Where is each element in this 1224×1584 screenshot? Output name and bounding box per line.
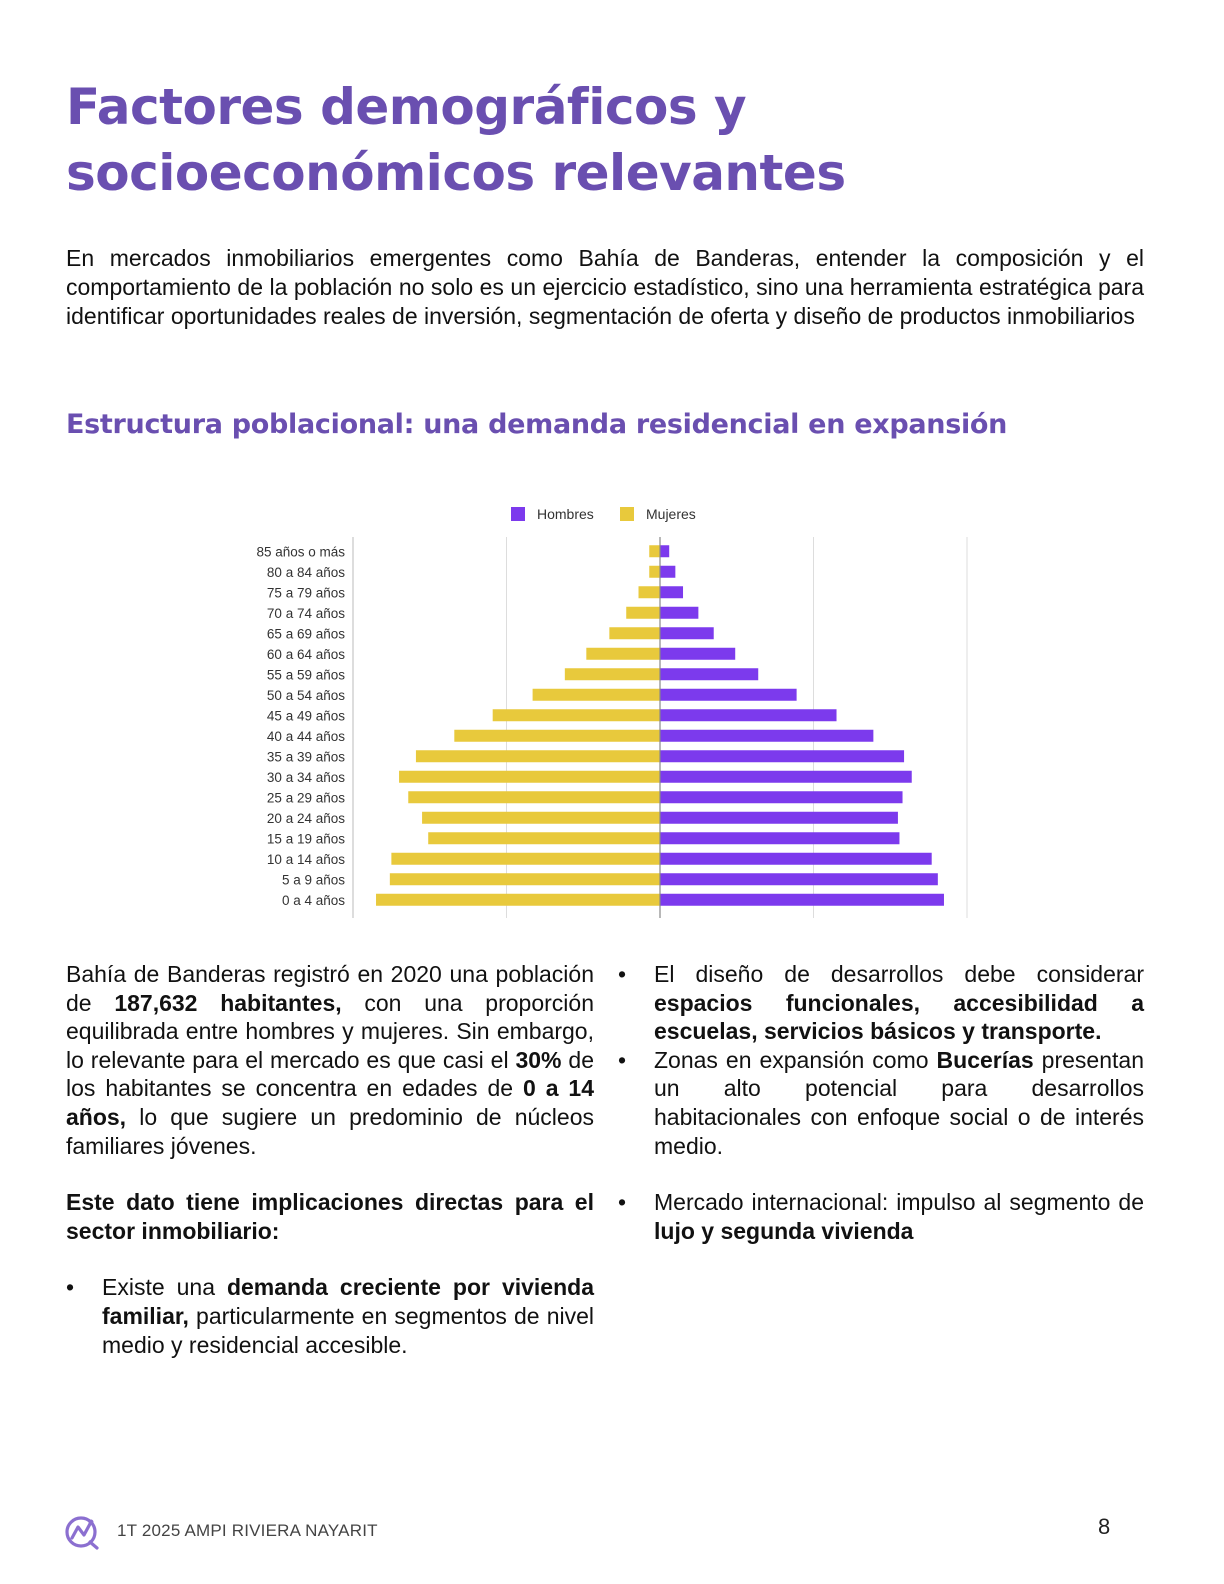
y-tick-label: 75 a 79 años (266, 585, 345, 601)
bar-mujeres (565, 668, 660, 680)
bullet-item (618, 960, 1144, 1046)
bar-mujeres (399, 771, 660, 783)
bullet-item (618, 1046, 1144, 1160)
bar-hombres (660, 730, 873, 742)
title-line-1: Factores demográficos y (66, 78, 747, 136)
text-run: El diseño de desarrollos debe considerar (654, 961, 1144, 987)
bold-text: 30% (515, 1046, 562, 1073)
bar-mujeres (533, 689, 660, 701)
legend-label: Hombres (537, 506, 594, 522)
bold-text: 187,632 habitantes, (114, 989, 342, 1016)
population-pyramid-chart (200, 495, 1000, 925)
y-tick-label: 15 a 19 años (266, 831, 345, 847)
bar-hombres (660, 689, 797, 701)
y-tick-label: 85 años o más (256, 544, 345, 560)
bar-mujeres (376, 894, 660, 906)
bar-mujeres (408, 791, 660, 803)
legend-swatch (620, 507, 634, 521)
bar-mujeres (649, 566, 660, 578)
legend-label: Mujeres (646, 506, 696, 522)
bold-text: espacios funcionales, accesibilidad a escuelas, servicios básicos y transporte. (654, 989, 1144, 1045)
bar-mujeres (493, 709, 660, 721)
left-heading: Este dato tiene implicaciones directas para el sector inmobiliario: (66, 1189, 594, 1244)
y-tick-label: 50 a 54 años (266, 687, 345, 703)
y-tick-label: 60 a 64 años (266, 646, 345, 662)
legend-swatch (511, 507, 525, 521)
bar-mujeres (454, 730, 660, 742)
y-tick-label: 65 a 69 años (266, 626, 345, 642)
section-subtitle: Estructura poblacional: una demanda residencial en expansión (66, 409, 1008, 440)
bar-mujeres (649, 545, 660, 557)
y-tick-label: 35 a 39 años (266, 749, 345, 765)
bar-mujeres (390, 873, 660, 885)
bar-hombres (660, 771, 912, 783)
right-bullet-list (618, 960, 1144, 1245)
footer-text: 1T 2025 AMPI RIVIERA NAYARIT (117, 1521, 378, 1540)
bar-hombres (660, 566, 675, 578)
bar-mujeres (609, 627, 660, 639)
bar-mujeres (428, 832, 660, 844)
bar-hombres (660, 668, 758, 680)
bar-hombres (660, 627, 714, 639)
text-run: de los habitantes se concentra en edades de (66, 1046, 594, 1102)
text-run: Mercado internacional: impulso al segmento de (654, 1189, 1144, 1216)
left-paragraph (66, 960, 594, 1160)
text-run: lo que sugiere un predominio de núcleos familiares jóvenes. (66, 1103, 594, 1159)
y-tick-label: 10 a 14 años (266, 851, 345, 867)
bar-mujeres (416, 750, 660, 762)
bar-hombres (660, 812, 898, 824)
bar-hombres (660, 648, 735, 660)
bold-text: demanda creciente por vivienda familiar, (102, 1274, 594, 1329)
bar-hombres (660, 750, 904, 762)
y-tick-label: 70 a 74 años (266, 605, 345, 621)
bar-mujeres (422, 812, 660, 824)
bold-text: Bucerías (936, 1046, 1034, 1073)
right-column (618, 960, 1144, 1245)
bar-hombres (660, 894, 944, 906)
bold-text: lujo y segunda vivienda (654, 1217, 914, 1244)
text-run: con una proporción equilibrada entre hombres y mujeres. Sin embargo, lo relevante para el mercado es que casi el (66, 989, 594, 1073)
bar-mujeres (639, 586, 660, 598)
bullet-item (66, 1273, 594, 1359)
bar-hombres (660, 791, 903, 803)
bar-hombres (660, 709, 837, 721)
text-run: Bahía de Banderas registró en 2020 una población de (66, 961, 594, 1016)
y-tick-label: 40 a 44 años (266, 728, 345, 744)
page-number: 8 (1098, 1514, 1111, 1539)
bar-hombres (660, 873, 938, 885)
intro-paragraph: En mercados inmobiliarios emergentes como Bahía de Banderas, entender la composición y el comportamiento de la población no solo es un ejercicio estadístico, sino una herramienta estratégica para identificar oportunidades reales de inversión, segmentación de oferta y diseño de productos inmobiliarios (66, 245, 1144, 329)
y-tick-label: 20 a 24 años (266, 810, 345, 826)
y-tick-label: 0 a 4 años (281, 892, 345, 908)
text-run: presentan un alto potencial para desarrollos habitacionales con enfoque social o de interés medio. (654, 1046, 1144, 1159)
bar-mujeres (586, 648, 660, 660)
text-run: Zonas en expansión como (654, 1046, 937, 1073)
y-tick-label: 55 a 59 años (266, 667, 345, 683)
page-title (66, 74, 1156, 206)
bar-mujeres (391, 853, 660, 865)
y-tick-label: 25 a 29 años (266, 790, 345, 806)
left-column (66, 960, 594, 1359)
y-tick-label: 45 a 49 años (266, 708, 345, 724)
bold-text: 0 a 14 años, (66, 1075, 594, 1130)
text-run: particularmente en segmentos de nivel medio y residencial accesible. (102, 1302, 594, 1358)
bar-hombres (660, 545, 669, 557)
bar-hombres (660, 607, 698, 619)
bullet-item (618, 1188, 1144, 1245)
ampi-logo-icon (64, 1513, 102, 1551)
text-run: Existe una (102, 1274, 227, 1301)
y-tick-label: 80 a 84 años (266, 564, 345, 580)
bar-hombres (660, 586, 683, 598)
y-tick-label: 30 a 34 años (266, 769, 345, 785)
left-bullet-list (66, 1273, 594, 1359)
y-tick-label: 5 a 9 años (281, 872, 345, 888)
bar-hombres (660, 853, 932, 865)
title-line-2: socioeconómicos relevantes (66, 144, 846, 202)
bar-hombres (660, 832, 899, 844)
bar-mujeres (626, 607, 660, 619)
